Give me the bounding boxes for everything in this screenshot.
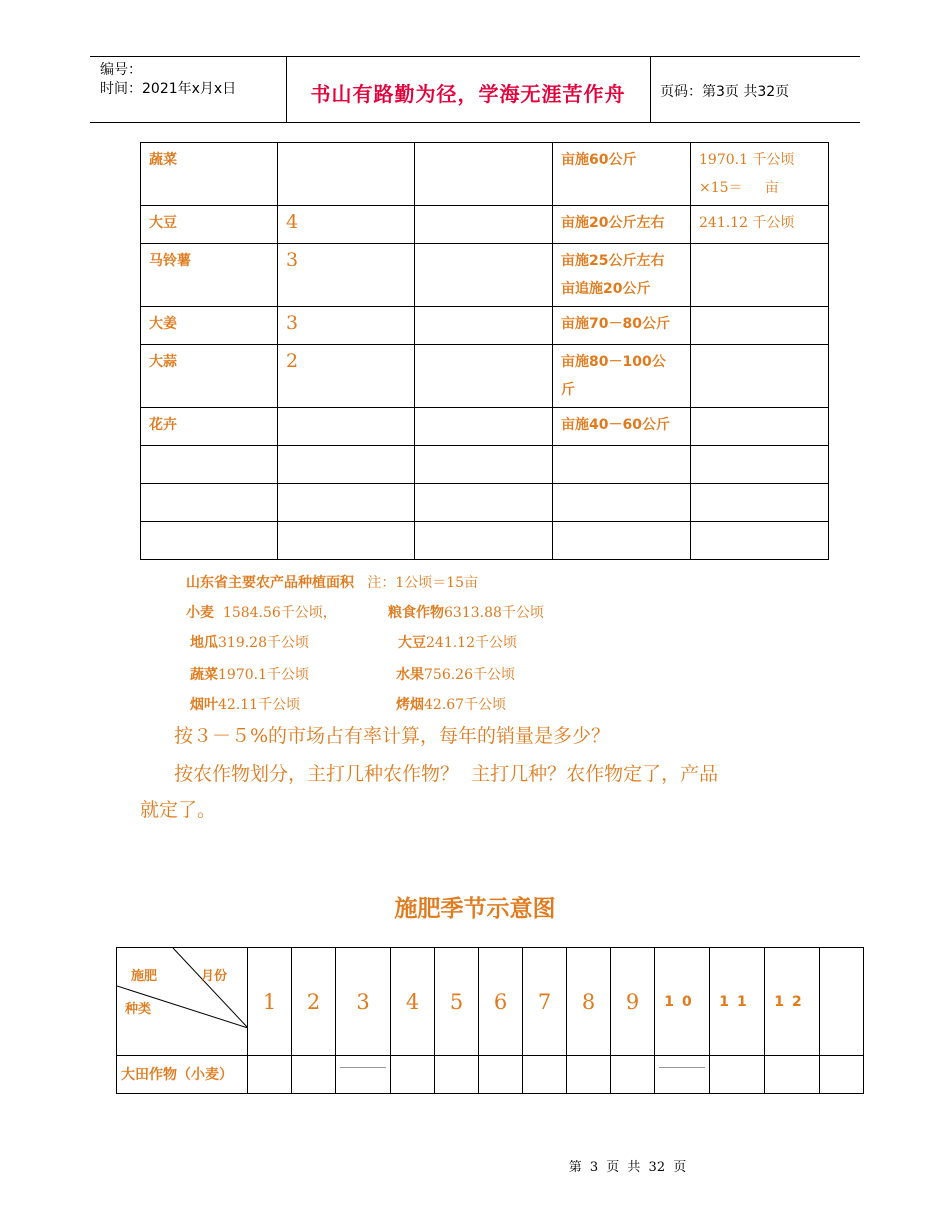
season-mark-cell (655, 1056, 710, 1094)
table-row (141, 345, 829, 408)
stat-value: 319.28千公顷 (218, 635, 309, 651)
stats-title: 山东省主要农产品种植面积 (186, 575, 354, 591)
dose-line: 亩施25公斤左右 (561, 253, 665, 269)
area-cell (691, 345, 829, 408)
table-row (141, 446, 829, 484)
stat-value: 1970.1千公顷 (218, 667, 309, 683)
table-cell (415, 408, 553, 446)
stat-name: 水果 (396, 667, 424, 683)
table-cell (710, 1056, 765, 1094)
table-row (141, 522, 829, 560)
table-cell (248, 1056, 292, 1094)
table-cell (820, 948, 864, 1056)
table-cell (611, 1056, 655, 1094)
stat-name: 蔬菜 (190, 667, 218, 683)
table-cell (141, 446, 278, 484)
table-cell (141, 484, 278, 522)
page-code: 页码：第3页 共32页 (660, 84, 790, 100)
table-cell (691, 522, 829, 560)
season-chart-title: 施肥季节示意图 (394, 896, 556, 922)
table-cell (691, 484, 829, 522)
stat-item (396, 664, 515, 684)
table-cell (435, 1056, 479, 1094)
stat-item (190, 664, 309, 684)
crop-name: 大姜 (141, 307, 278, 345)
month-header: 8 (567, 948, 611, 1056)
page-footer: 第 3 页 共 32 页 (568, 1160, 687, 1175)
month-header: 6 (479, 948, 523, 1056)
stat-value: 6313.88千公顷 (444, 605, 544, 621)
table-cell (415, 307, 553, 345)
table-row (117, 948, 864, 1056)
season-mark-cell (336, 1056, 391, 1094)
stat-name: 地瓜 (190, 635, 218, 651)
crop-count: 2 (278, 345, 415, 408)
table-cell (415, 522, 553, 560)
dose-cell (553, 307, 691, 345)
dose-line: 斤 (561, 382, 575, 398)
table-cell (292, 1056, 336, 1094)
crop-name: 马铃薯 (141, 244, 278, 307)
area-cell (691, 244, 829, 307)
month-header: 7 (523, 948, 567, 1056)
table-cell (415, 206, 553, 244)
stat-item (396, 694, 506, 714)
corner-label-fert: 施肥 (131, 969, 158, 984)
month-header: 9 (611, 948, 655, 1056)
table-cell (553, 484, 691, 522)
dose-line: 亩追施20公斤 (561, 281, 651, 297)
time-label: 时间：2021年x月x日 (100, 81, 237, 97)
crop-count: 3 (278, 307, 415, 345)
season-mark (340, 1067, 386, 1068)
table-cell (691, 446, 829, 484)
table-cell (141, 522, 278, 560)
crop-name: 蔬菜 (141, 143, 278, 206)
month-header: 12 (765, 948, 820, 1056)
serial-label: 编号： (100, 62, 142, 78)
month-header: 1 (248, 948, 292, 1056)
stats-heading (186, 572, 478, 592)
table-cell (523, 1056, 567, 1094)
table-cell (479, 1056, 523, 1094)
stat-value: 241.12千公顷 (426, 635, 517, 651)
table-cell (415, 244, 553, 307)
crop-name: 大蒜 (141, 345, 278, 408)
stat-item (190, 694, 300, 714)
area-line: ×15＝ 亩 (699, 180, 779, 196)
paragraph-crops: 按农作物划分，主打几种农作物？ 主打几种？农作物定了，产品 (174, 763, 719, 785)
table-row (141, 484, 829, 522)
table-cell (553, 446, 691, 484)
table-row (117, 1056, 864, 1094)
paragraph-market-share: 按３－５%的市场占有率计算，每年的销量是多少？ (174, 725, 611, 747)
month-header: 3 (336, 948, 391, 1056)
crop-name: 花卉 (141, 408, 278, 446)
crop-name: 大豆 (141, 206, 278, 244)
header-bottom-rule (90, 122, 860, 123)
dose-cell (553, 244, 691, 307)
dose-line: 亩施60公斤 (561, 152, 637, 168)
area-cell (691, 143, 829, 206)
table-row (141, 143, 829, 206)
dose-cell (553, 408, 691, 446)
table-cell (415, 446, 553, 484)
crop-count: 4 (278, 206, 415, 244)
corner-cell (117, 948, 248, 1056)
month-header: 4 (391, 948, 435, 1056)
table-cell (415, 143, 553, 206)
stat-item (186, 602, 337, 622)
table-cell (278, 522, 415, 560)
season-chart-table (116, 947, 864, 1094)
dose-line: 亩施20公斤左右 (561, 215, 665, 231)
table-cell (415, 345, 553, 408)
stat-name: 烤烟 (396, 697, 424, 713)
dose-cell (553, 143, 691, 206)
paragraph-crops-cont: 就定了。 (140, 799, 217, 821)
stat-name: 烟叶 (190, 697, 218, 713)
area-cell (691, 408, 829, 446)
stat-value: 756.26千公顷 (424, 667, 515, 683)
table-row (141, 408, 829, 446)
table-cell (820, 1056, 864, 1094)
stat-value: 42.11千公顷 (218, 697, 301, 713)
crop-count (278, 408, 415, 446)
stat-item (190, 632, 309, 652)
month-header: 10 (655, 948, 710, 1056)
dose-line: 亩施40－60公斤 (561, 417, 670, 433)
stat-name: 小麦 (186, 605, 214, 621)
stat-item (398, 632, 517, 652)
table-cell (278, 484, 415, 522)
dose-line: 亩施80－100公 (561, 354, 666, 370)
header-top-rule (90, 56, 860, 57)
stat-value: 1584.56千公顷， (222, 605, 337, 621)
table-cell (278, 446, 415, 484)
area-cell (691, 307, 829, 345)
stat-name: 大豆 (398, 635, 426, 651)
stat-name: 粮食作物 (388, 605, 444, 621)
area-cell (691, 206, 829, 244)
dose-line: 亩施70－80公斤 (561, 316, 670, 332)
stats-note: 注：1公顷＝15亩 (367, 575, 479, 591)
corner-label-month: 月份 (201, 969, 228, 984)
crop-count (278, 143, 415, 206)
corner-label-type: 种类 (125, 1002, 152, 1017)
stat-item (388, 602, 544, 622)
dose-cell (553, 345, 691, 408)
row-label-wheat: 大田作物（小麦） (117, 1056, 248, 1094)
month-header: 2 (292, 948, 336, 1056)
table-cell (567, 1056, 611, 1094)
table-row (141, 244, 829, 307)
fertilizer-table (140, 142, 829, 560)
table-row (141, 307, 829, 345)
dose-cell (553, 206, 691, 244)
table-row (141, 206, 829, 244)
header-divider-right (650, 56, 651, 122)
season-mark (659, 1067, 705, 1068)
table-cell (553, 522, 691, 560)
table-cell (765, 1056, 820, 1094)
month-header: 11 (710, 948, 765, 1056)
table-cell (391, 1056, 435, 1094)
month-header: 5 (435, 948, 479, 1056)
motto: 书山有路勤为径，学海无涯苦作舟 (310, 82, 626, 106)
area-line: 241.12 千公顷 (699, 215, 795, 231)
area-line: 1970.1 千公顷 (699, 152, 795, 168)
table-cell (415, 484, 553, 522)
stat-value: 42.67千公顷 (424, 697, 507, 713)
crop-count: 3 (278, 244, 415, 307)
